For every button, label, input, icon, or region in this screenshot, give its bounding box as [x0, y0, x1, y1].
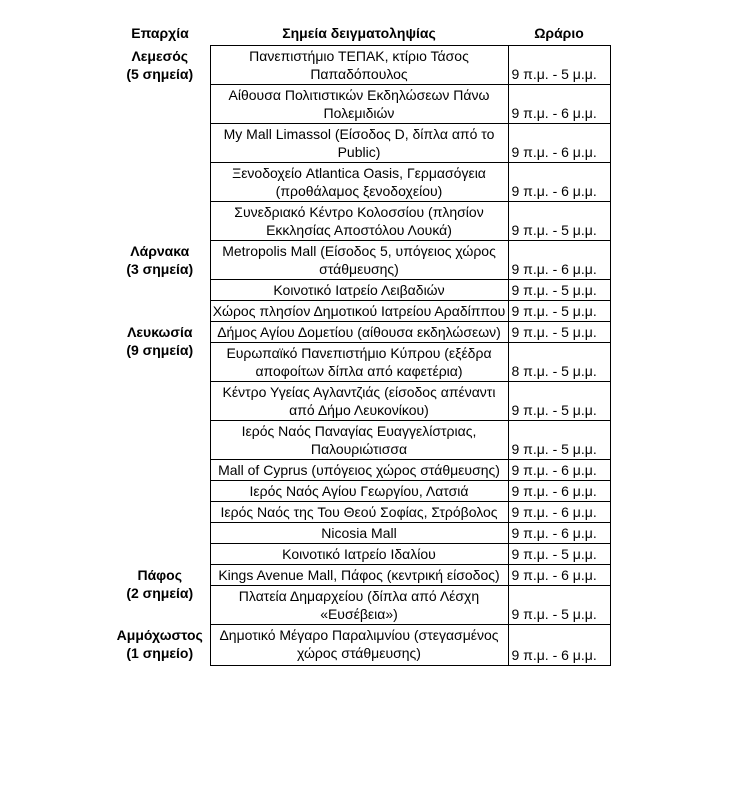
table-row: [110, 241, 610, 280]
hours-cell: 9 π.μ. - 6 μ.μ.: [508, 481, 610, 502]
hours-cell: 9 π.μ. - 5 μ.μ.: [508, 280, 610, 301]
hours-cell: 9 π.μ. - 5 μ.μ.: [508, 301, 610, 322]
site-cell: Ιερός Ναός Παναγίας Ευαγγελίστριας, Παλουριώτισσα: [210, 421, 508, 460]
hours-cell: 9 π.μ. - 6 μ.μ.: [508, 565, 610, 586]
site-cell: Συνεδριακό Κέντρο Κολοσσίου (πλησίον Εκκλησίας Αποστόλου Λουκά): [210, 202, 508, 241]
district-column-header: Επαρχία: [131, 25, 189, 42]
hours-cell: 9 π.μ. - 5 μ.μ.: [508, 382, 610, 421]
site-cell: Ιερός Ναός Αγίου Γεωργίου, Λατσιά: [210, 481, 508, 502]
site-cell: Nicosia Mall: [210, 523, 508, 544]
hours-cell: 8 π.μ. - 5 μ.μ.: [508, 343, 610, 382]
site-cell: Αίθουσα Πολιτιστικών Εκδηλώσεων Πάνω Πολεμιδιών: [210, 85, 508, 124]
district-count: (9 σημεία): [126, 341, 194, 358]
district-count: (5 σημεία): [126, 65, 194, 82]
site-cell: Mall of Cyprus (υπόγειος χώρος στάθμευσης): [210, 460, 508, 481]
table-row: [110, 322, 610, 343]
district-cell-paphos: [110, 565, 210, 625]
district-count: (2 σημεία): [126, 584, 194, 601]
district-cell-nicosia: [110, 322, 210, 565]
district-cell-famagusta: [110, 625, 210, 666]
table-row: [110, 625, 610, 666]
hours-cell: 9 π.μ. - 6 μ.μ.: [508, 241, 610, 280]
site-cell: Ιερός Ναός της Του Θεού Σοφίας, Στρόβολος: [210, 502, 508, 523]
hours-cell: 9 π.μ. - 5 μ.μ.: [508, 46, 610, 85]
hours-cell: 9 π.μ. - 5 μ.μ.: [508, 586, 610, 625]
table-body: [110, 46, 610, 666]
district-count: (3 σημεία): [126, 260, 194, 277]
district-name: Πάφος: [137, 566, 183, 583]
hours-cell: 9 π.μ. - 6 μ.μ.: [508, 85, 610, 124]
sampling-sites-table: [110, 22, 611, 666]
district-name: Λεμεσός: [131, 47, 189, 64]
district-count: (1 σημείο): [126, 644, 194, 661]
hours-cell: 9 π.μ. - 6 μ.μ.: [508, 124, 610, 163]
sites-column-header: Σημεία δειγματοληψίας: [282, 25, 436, 41]
site-cell: Δημοτικό Μέγαρο Παραλιμνίου (στεγασμένος χώρος στάθμευσης): [210, 625, 508, 666]
hours-cell: 9 π.μ. - 6 μ.μ.: [508, 163, 610, 202]
hours-column-header: Ωράριο: [534, 25, 584, 41]
site-cell: Χώρος πλησίον Δημοτικού Ιατρείου Αραδίππου: [210, 301, 508, 322]
hours-cell: 9 π.μ. - 5 μ.μ.: [508, 544, 610, 565]
hours-cell: 9 π.μ. - 6 μ.μ.: [508, 460, 610, 481]
district-name: Λευκωσία: [127, 323, 193, 340]
site-cell: Ξενοδοχείο Atlantica Oasis, Γερμασόγεια (προθάλαμος ξενοδοχείου): [210, 163, 508, 202]
district-name: Λάρνακα: [130, 242, 190, 259]
hours-cell: 9 π.μ. - 5 μ.μ.: [508, 322, 610, 343]
site-cell: Ευρωπαϊκό Πανεπιστήμιο Κύπρου (εξέδρα αποφοίτων δίπλα από καφετέρια): [210, 343, 508, 382]
site-cell: Metropolis Mall (Είσοδος 5, υπόγειος χώρος στάθμευσης): [210, 241, 508, 280]
site-cell: Κοινοτικό Ιατρείο Λειβαδιών: [210, 280, 508, 301]
site-cell: My Mall Limassol (Είσοδος D, δίπλα από το Public): [210, 124, 508, 163]
site-cell: Πανεπιστήμιο ΤΕΠΑΚ, κτίριο Τάσος Παπαδόπουλος: [210, 46, 508, 85]
district-cell-limassol: [110, 46, 210, 241]
hours-cell: 9 π.μ. - 6 μ.μ.: [508, 523, 610, 544]
site-cell: Kings Avenue Mall, Πάφος (κεντρική είσοδος): [210, 565, 508, 586]
site-cell: Κοινοτικό Ιατρείο Ιδαλίου: [210, 544, 508, 565]
table-row: [110, 46, 610, 85]
hours-cell: 9 π.μ. - 6 μ.μ.: [508, 625, 610, 666]
hours-cell: 9 π.μ. - 6 μ.μ.: [508, 502, 610, 523]
header-row: [110, 22, 610, 46]
site-cell: Πλατεία Δημαρχείου (δίπλα από Λέσχη «Ευσέβεια»): [210, 586, 508, 625]
table-header: [110, 22, 610, 46]
table-row: [110, 565, 610, 586]
hours-cell: 9 π.μ. - 5 μ.μ.: [508, 421, 610, 460]
site-cell: Δήμος Αγίου Δομετίου (αίθουσα εκδηλώσεων): [210, 322, 508, 343]
district-name: Αμμόχωστος: [116, 626, 203, 643]
hours-cell: 9 π.μ. - 5 μ.μ.: [508, 202, 610, 241]
district-cell-larnaca: [110, 241, 210, 322]
site-cell: Κέντρο Υγείας Αγλαντζιάς (είσοδος απέναντι από Δήμο Λευκονίκου): [210, 382, 508, 421]
